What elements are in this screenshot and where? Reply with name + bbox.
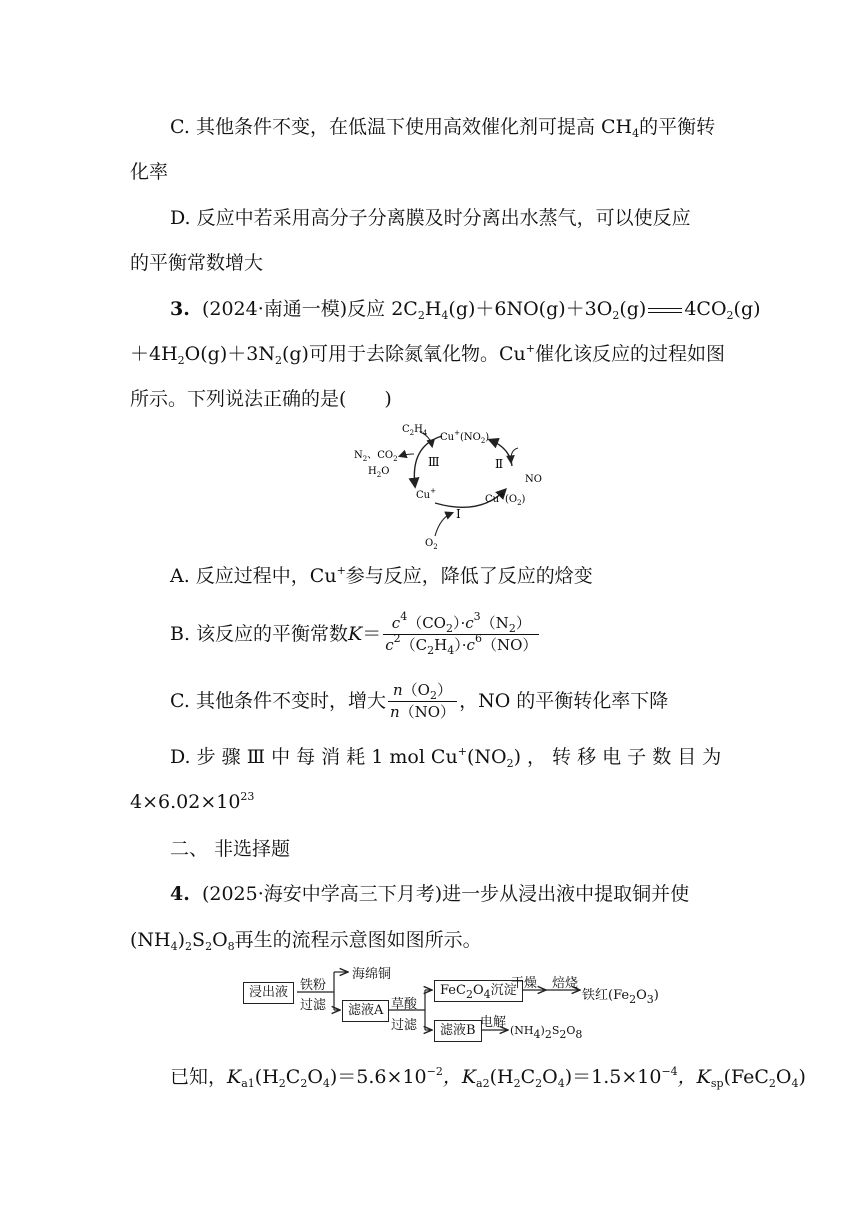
q3-stem-line1: 3. (2024·南通一模)反应 $2C_2H_4(g)+6NO(g)+3O_2(g)$ $4CO_2(g)$ <box>170 298 761 322</box>
arrow-o2-in <box>435 513 452 536</box>
q3-stem-line3: 所示。下列说法正确的是( ) <box>130 388 392 410</box>
equilibrium-constant-fraction: $\frac{c^4(CO_2)\cdot c^3(N_2)}{c^2(C_2H_4)\cdot c^6(NO)}$ <box>385 609 538 657</box>
process-flowchart <box>240 960 660 1050</box>
equals-sign <box>648 308 682 313</box>
q2-option-c: C. 其他条件不变，在低温下使用高效催化剂可提高 $CH_4$的平衡转 <box>170 116 716 140</box>
arrow-no-in <box>511 448 518 462</box>
label-iron-powder: 铁粉 <box>300 978 327 993</box>
label-o2: $O_2$ <box>425 538 438 551</box>
label-ammonium-persulfate: $(NH_4)_2S_2O_8$ <box>510 1024 583 1041</box>
label-c2h4: $C_2H_4$ <box>402 424 428 437</box>
box-leach-solution: 浸出液 <box>243 982 294 1004</box>
q3-option-d-cont: $4\times 6.02\times 10^{23}$ <box>130 790 255 813</box>
label-electrolysis: 电解 <box>480 1015 507 1030</box>
label-step1: Ⅰ <box>456 507 461 521</box>
q4-known-constants: 已知，$K_{a1}(H_2C_2O_4)=5.6\times 10^{-2}$，$K_{a2}(H_2C_2O_4)=1.5\times 10^{-4}$，$K_{sp}(FeC_2O_4)$ <box>170 1065 806 1090</box>
arrow-products-out <box>400 454 414 456</box>
q3-option-c: C. 其他条件不变时，增大 $\frac{n(O_2)}{n(NO)}$ ，NO 的平衡转化率下降 <box>170 680 669 721</box>
box-filtrate-b: 滤液B <box>434 1020 482 1042</box>
label-cu-no2: $Cu^+(NO_2)$ <box>440 429 490 445</box>
label-oxalic-acid: 草酸 <box>391 997 418 1012</box>
label-cu-plus: Cu+ <box>416 487 436 501</box>
label-step2: Ⅱ <box>495 457 504 471</box>
q3-option-d: D. 步 骤 Ⅲ 中 每 消 耗 1 mol $Cu^+(NO_2)$ ， 转 移 电 子 数 目 为 <box>170 745 722 770</box>
q2-option-c-cont: 化率 <box>130 161 169 183</box>
label-filter1: 过滤 <box>300 998 327 1013</box>
q4-stem-line1: 4. (2025·海安中学高三下月考)进一步从浸出液中提取铜并使 <box>170 883 690 905</box>
label-cu-o2: $Cu^+(O_2)$ <box>485 491 526 507</box>
section-heading: 二、 非选择题 <box>170 838 291 860</box>
catalytic-cycle-diagram <box>340 418 560 558</box>
q2-option-d-cont: 的平衡常数增大 <box>130 252 264 274</box>
q3-option-a: A. 反应过程中，Cu+参与反应，降低了反应的焓变 <box>170 564 593 587</box>
label-filter2: 过滤 <box>391 1018 418 1033</box>
label-step3: Ⅲ <box>428 455 440 469</box>
label-iron-red: 铁红$(Fe_2O_3)$ <box>582 988 659 1006</box>
label-dry: 干燥 <box>511 976 538 991</box>
label-calcine: 焙烧 <box>552 976 579 991</box>
box-filtrate-a: 滤液A <box>342 1000 389 1022</box>
q3-stem-line2: $+4H_2O(g)+3N_2(g)$可用于去除氮氧化物。Cu+催化该反应的过程如图 <box>130 342 725 367</box>
q4-stem-line2: $(NH_4)_2S_2O_8$再生的流程示意图如图所示。 <box>130 929 482 953</box>
label-n2-co2: $N_2$、$CO_2$ <box>354 450 398 463</box>
label-no: NO <box>525 474 542 485</box>
ratio-fraction: $\frac{n(O_2)}{n(NO)}$ <box>389 680 456 721</box>
label-h2o: $H_2O$ <box>368 466 390 479</box>
q3-option-b: B. 该反应的平衡常数 K ＝ $\frac{c^4(CO_2)\cdot c^3(N_2)}{c^2(C_2H_4)\cdot c^6(NO)}$ <box>170 609 538 657</box>
box-fec2o4-precipitate: $FeC_2O_4$沉淀 <box>434 980 523 1002</box>
q2-option-d: D. 反应中若采用高分子分离膜及时分离出水蒸气，可以使反应 <box>170 207 691 229</box>
label-sponge-copper: 海绵铜 <box>352 967 392 982</box>
